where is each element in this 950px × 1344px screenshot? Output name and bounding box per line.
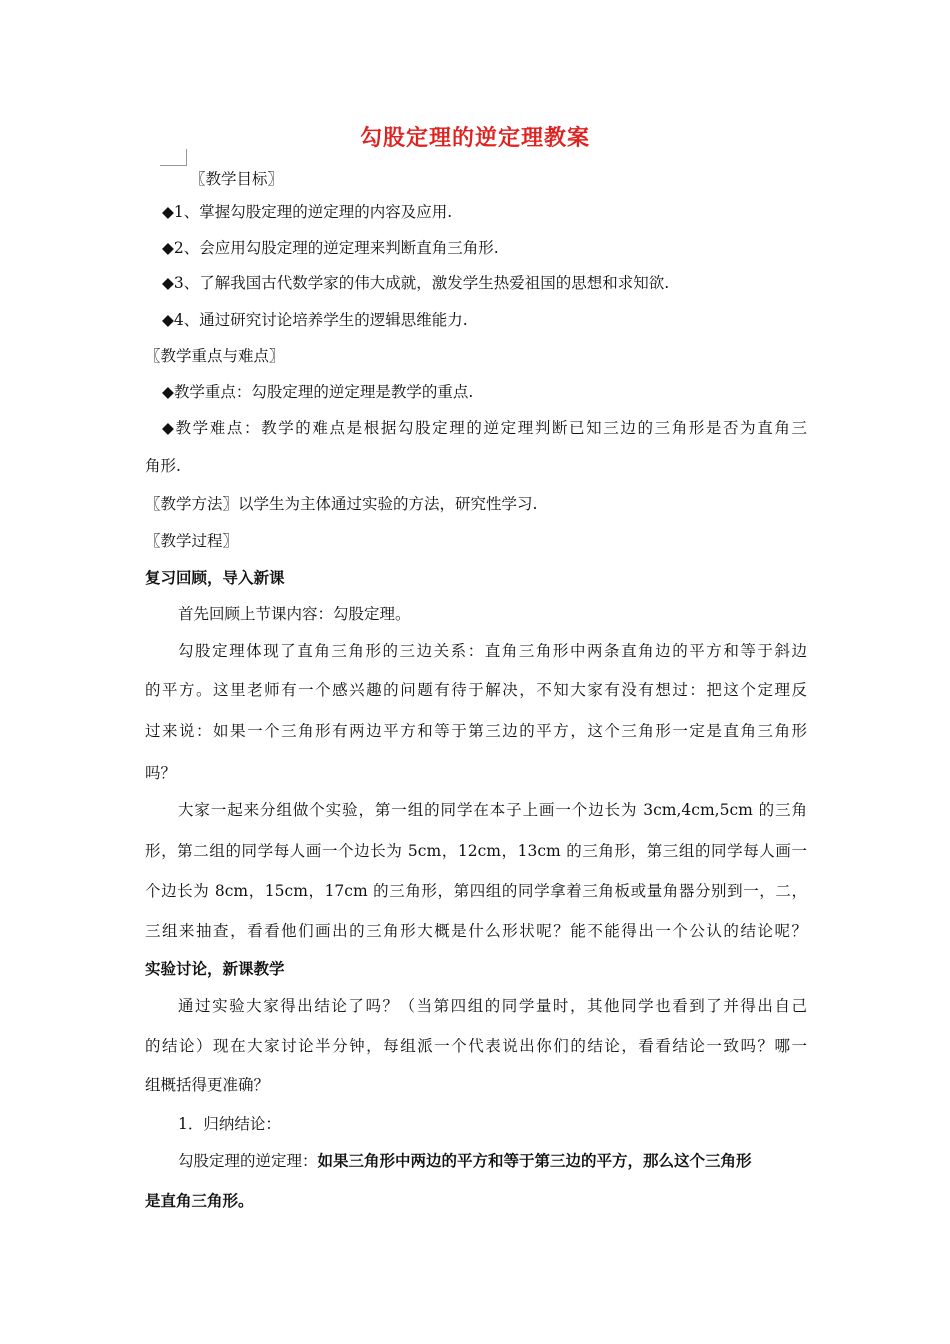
- line-text: 勾股定理体现了直角三角形的三边关系：直角三角形中两条直角边的平方和等于斜边: [178, 642, 807, 660]
- document-title: 勾股定理的逆定理教案: [359, 126, 590, 151]
- line-text: 的平方。这里老师有一个感兴趣的问题有待于解决，不知大家有没有想过：把这个定理反: [145, 681, 807, 699]
- difficulty-continuation: 角形.: [145, 457, 181, 475]
- key-point: ◆教学重点：勾股定理的逆定理是教学的重点.: [162, 383, 474, 401]
- objectives-header: 〖教学目标〗: [190, 170, 284, 188]
- paragraph-line: [145, 840, 807, 862]
- section-heading: 实验讨论，新课教学: [145, 960, 285, 978]
- line-text: 过来说：如果一个三角形有两边平方和等于第三边的平方，这个三角形一定是直角三角形: [145, 722, 807, 740]
- line-text: 个边长为 8cm，15cm，17cm 的三角形，第四组的同学拿着三角板或量角器分别到一，二，: [145, 882, 807, 900]
- teaching-method: 〖教学方法〗以学生为主体通过实验的方法，研究性学习.: [145, 495, 538, 513]
- objective-item: ◆4、通过研究讨论培养学生的逻辑思维能力.: [162, 311, 468, 329]
- difficulty-text: ◆教学难点：教学的难点是根据勾股定理的逆定理判断已知三边的三角形是否为直角三: [162, 419, 807, 437]
- paragraph-line: [145, 880, 807, 902]
- paragraph-line: [145, 720, 807, 742]
- key-points-header: 〖教学重点与难点〗: [145, 347, 285, 365]
- paragraph-line: [178, 799, 807, 821]
- paragraph-line: [145, 679, 807, 701]
- paragraph-line: [145, 1035, 807, 1057]
- line-text: 三组来抽查，看看他们画出的三角形大概是什么形状呢？能不能得出一个公认的结论呢？: [145, 922, 807, 940]
- margin-corner-mark: [160, 149, 187, 166]
- process-header: 〖教学过程〗: [145, 532, 239, 550]
- converse-theorem-continuation: 是直角三角形。: [145, 1192, 254, 1210]
- difficulty-line: [162, 417, 807, 439]
- paragraph-line: 组概括得更准确？: [145, 1076, 270, 1094]
- line-text: 的结论）现在大家讨论半分钟，每组派一个代表说出你们的结论，看看结论一致吗？哪一: [145, 1037, 807, 1055]
- converse-label: 勾股定理的逆定理：: [178, 1152, 318, 1170]
- step-label: 1．归纳结论：: [178, 1115, 281, 1133]
- paragraph-line: 首先回顾上节课内容：勾股定理。: [178, 605, 411, 623]
- paragraph-line: 吗？: [145, 764, 177, 782]
- line-text: 形，第二组的同学每人画一个边长为 5cm，12cm，13cm 的三角形，第三组的同学每人画一: [145, 842, 807, 860]
- line-text: 通过实验大家得出结论了吗？（当第四组的同学量时，其他同学也看到了并得出自己: [178, 997, 807, 1015]
- line-text: 大家一起来分组做个实验，第一组的同学在本子上画一个边长为 3cm,4cm,5cm 的三角: [178, 801, 807, 819]
- paragraph-line: [145, 920, 807, 942]
- paragraph-line: [178, 995, 807, 1017]
- objective-item: ◆2、会应用勾股定理的逆定理来判断直角三角形.: [162, 239, 499, 257]
- objective-item: ◆3、了解我国古代数学家的伟大成就，激发学生热爱祖国的思想和求知欲.: [162, 274, 670, 292]
- section-heading: 复习回顾，导入新课: [145, 569, 285, 587]
- converse-statement: [178, 1150, 752, 1172]
- objective-item: ◆1、掌握勾股定理的逆定理的内容及应用.: [162, 203, 453, 221]
- converse-theorem: 如果三角形中两边的平方和等于第三边的平方，那么这个三角形: [317, 1152, 752, 1170]
- paragraph-line: [178, 640, 807, 662]
